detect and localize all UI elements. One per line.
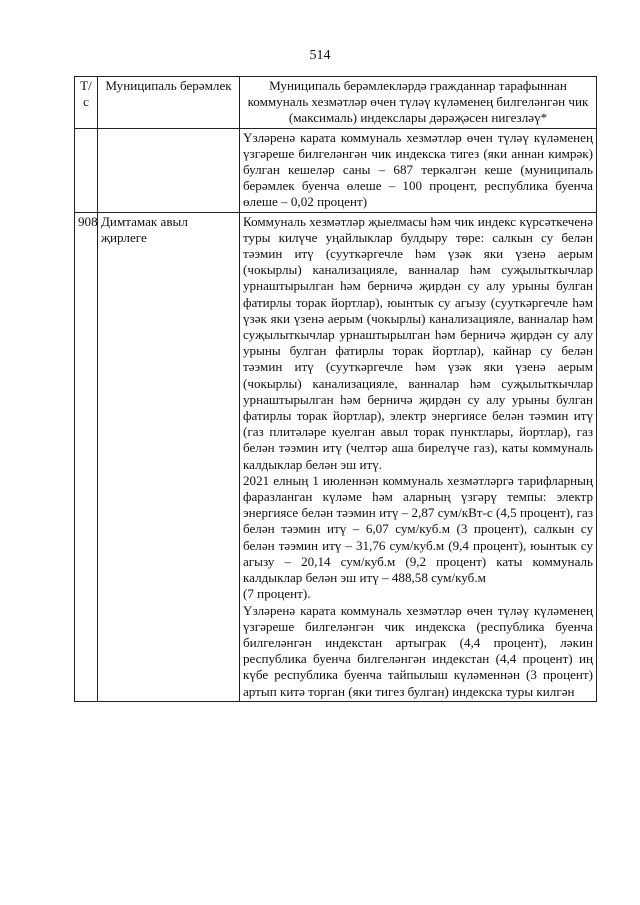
- table-row: [75, 128, 597, 212]
- header-municipality: Муниципаль берәмлек: [98, 77, 240, 129]
- row-num: 908: [75, 212, 98, 701]
- table-row: [75, 212, 597, 701]
- tariffs-text-end: (7 процент).: [243, 586, 311, 602]
- paragraph-amenities: Коммуналь хезмәтләр җыелмасы һәм чик индекс күрсәткеченә туры килүче уңайлыклар булдыру төре: салкын су белән тәэмин итү (сууткәргечле һәм үзәк яки үзенә аерым (чокырлы) канализацияле, ванналар һәм суҗылыткычлар урнаштырылган һәм берничә җирдән су алу урыны булган фатирлы торак йортлар), юынтык су агызу (сууткәргечле һәм үзәк яки үзенә аерым (чокырлы) канализацияле, ванналар һәм суҗылыткычлар урнаштырылган һәм берничә җирдән су алу урыны булган фатирлы торак йортлар), кайнар су белән тәэмин итү (сууткәргечле һәм үзәк яки үзенә аерым (чокырлы) канализацияле, ванналар һәм суҗылыткычлар урнаштырылган һәм берничә җирдән су алу урыны булган фатирлы торак йортлар), электр энергиясе белән тәэмин итү (газ плитәләре куелган авыл торак пунктлары, йортлар), газ белән тәэмин итү (челтәр аша бирелүче газ), каты коммуналь калдыклар белән эш итү.: [243, 213, 593, 472]
- paragraph-tariffs: [243, 473, 593, 603]
- page-number: 514: [309, 48, 331, 63]
- row-municipality: [98, 128, 240, 212]
- tariffs-text: 2021 елның 1 июленнән коммуналь хезмәтләргә тарифларның фаразланган күләме һәм аларның үзгәрү темпы: электр энергиясе белән тәэмин итү – 2,87 сум/кВт-с (4,5 процент), газ белән тәэмин итү – 6,07 сум/куб.м (3 процент), салкын су белән тәэмин итү – 31,76 сум/куб.м (9,4 процент), юынтык су агызу – 20,14 сум/куб.м (9,2 процент) каты коммуналь калдыклар белән эш итү – 488,58 сум/куб.м: [243, 472, 593, 586]
- row-num: [75, 128, 98, 212]
- row-municipality: Димтамак авыл җирлеге: [98, 212, 240, 701]
- header-num: Т/с: [75, 77, 98, 129]
- row-text: Үзләренә карата коммуналь хезмәтләр өчен түләү күләменең үзгәреше билгеләнгән чик индекска тигез (яки аннан кимрәк) булган кешеләр саны – 687 теркәлгән кеше (муниципаль берәмлек буенча өлеше – 100 процент, республика буенча өлеше – 0,02 процент): [240, 128, 597, 212]
- row-text-cell: [240, 212, 597, 701]
- paragraph-persons: Үзләренә карата коммуналь хезмәтләр өчен түләү күләменең үзгәреше билгеләнгән чик индекска (республика буенча билгеләнгән индекстан артыграк (4,4 процент), ләкин республика буенча билгеләнгән индекстан (4,4 процент) иң күбе республика буенча тайпылыш күләменнән (3 процент) артып китә торган (яки тигез булган) индекска туры килгән: [243, 602, 593, 699]
- header-description: Муниципаль берәмлекләрдә гражданнар тарафыннан коммуналь хезмәтләр өчен түләү күләменең билгеләнгән чик (максималь) индекслары дәрәҗәсен нигезләү*: [240, 77, 597, 129]
- table-header-row: [75, 77, 597, 129]
- indices-table: [74, 76, 597, 702]
